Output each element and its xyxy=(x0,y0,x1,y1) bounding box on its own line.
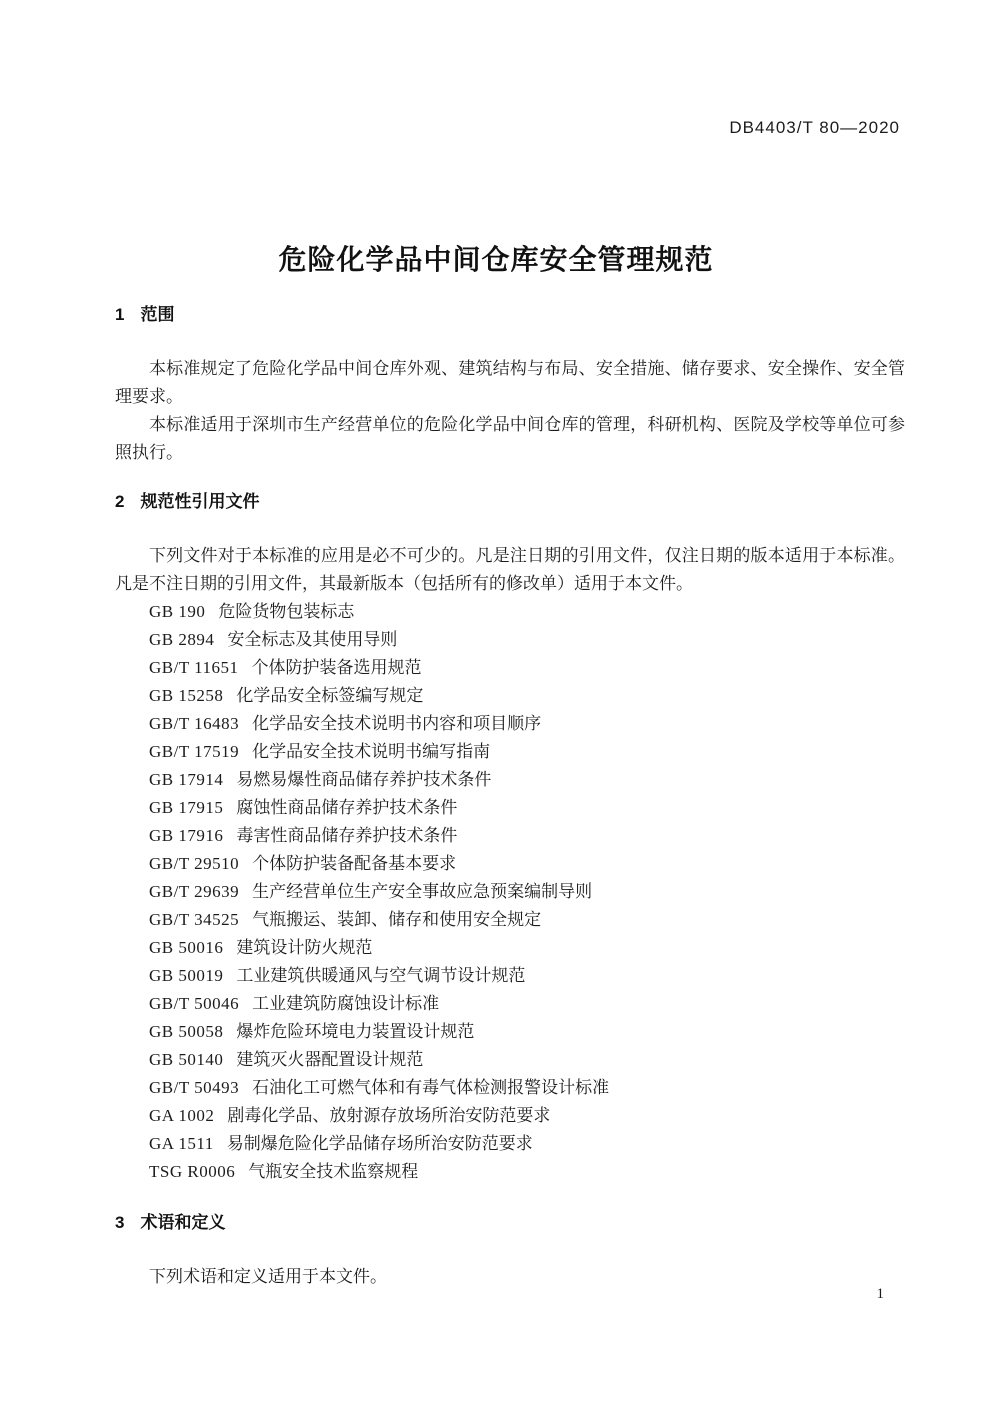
reference-code: GB 50058 xyxy=(149,1022,224,1041)
reference-code: GA 1511 xyxy=(149,1134,214,1153)
reference-item xyxy=(115,850,905,878)
reference-code: GB/T 16483 xyxy=(149,714,240,733)
reference-code: GB 50019 xyxy=(149,966,224,985)
reference-title: 危险货物包装标志 xyxy=(218,602,355,621)
reference-code: GB/T 11651 xyxy=(149,658,239,677)
reference-title: 气瓶搬运、装卸、储存和使用安全规定 xyxy=(252,910,542,929)
reference-item xyxy=(115,1046,905,1074)
reference-title: 化学品安全技术说明书编写指南 xyxy=(252,742,491,761)
reference-code: GB 50016 xyxy=(149,938,224,957)
reference-code: GB 17915 xyxy=(149,798,224,817)
reference-item xyxy=(115,710,905,738)
reference-code: GA 1002 xyxy=(149,1106,215,1125)
section-terms-definitions xyxy=(115,1213,905,1291)
reference-code: GB 17916 xyxy=(149,826,224,845)
reference-title: 建筑灭火器配置设计规范 xyxy=(236,1050,424,1069)
document-body xyxy=(115,305,905,1291)
reference-title: 易制爆危险化学品储存场所治安防范要求 xyxy=(226,1134,533,1153)
section-number: 2 xyxy=(115,492,125,511)
reference-title: 毒害性商品储存养护技术条件 xyxy=(236,826,458,845)
reference-title: 工业建筑防腐蚀设计标准 xyxy=(252,994,440,1013)
reference-title: 工业建筑供暖通风与空气调节设计规范 xyxy=(236,966,526,985)
reference-item xyxy=(115,794,905,822)
reference-item xyxy=(115,766,905,794)
reference-item xyxy=(115,990,905,1018)
paragraph: 本标准适用于深圳市生产经营单位的危险化学品中间仓库的管理，科研机构、医院及学校等单位可参照执行。 xyxy=(115,415,905,462)
reference-item xyxy=(115,1074,905,1102)
reference-item xyxy=(115,822,905,850)
reference-title: 爆炸危险环境电力装置设计规范 xyxy=(236,1022,475,1041)
standard-code: DB4403/T 80—2020 xyxy=(729,118,900,137)
reference-title: 化学品安全技术说明书内容和项目顺序 xyxy=(252,714,542,733)
section-number: 1 xyxy=(115,305,125,324)
reference-title: 易燃易爆性商品储存养护技术条件 xyxy=(236,770,492,789)
paragraph: 下列术语和定义适用于本文件。 xyxy=(149,1267,387,1286)
document-title: 危险化学品中间仓库安全管理规范 xyxy=(278,243,714,275)
reference-code: GB 2894 xyxy=(149,630,215,649)
reference-code: GB/T 50046 xyxy=(149,994,240,1013)
reference-item xyxy=(115,598,905,626)
reference-code: GB/T 29639 xyxy=(149,882,240,901)
section-3-heading xyxy=(115,1213,905,1233)
reference-title: 化学品安全标签编写规定 xyxy=(236,686,424,705)
reference-code: GB 190 xyxy=(149,602,206,621)
paragraph: 本标准规定了危险化学品中间仓库外观、建筑结构与布局、安全措施、储存要求、安全操作、安全管理要求。 xyxy=(115,359,905,406)
reference-item xyxy=(115,1130,905,1158)
reference-title: 剧毒化学品、放射源存放场所治安防范要求 xyxy=(227,1106,551,1125)
page-number: 1 xyxy=(876,1286,884,1302)
section-title: 规范性引用文件 xyxy=(140,492,260,511)
reference-code: GB 50140 xyxy=(149,1050,224,1069)
reference-item xyxy=(115,626,905,654)
section-1-heading xyxy=(115,305,905,325)
reference-item xyxy=(115,1102,905,1130)
reference-title: 安全标志及其使用导则 xyxy=(227,630,398,649)
reference-item xyxy=(115,906,905,934)
section-scope xyxy=(115,305,905,467)
reference-list xyxy=(115,598,905,1186)
reference-item xyxy=(115,962,905,990)
reference-code: GB/T 29510 xyxy=(149,854,240,873)
reference-code: TSG R0006 xyxy=(149,1162,236,1181)
reference-item xyxy=(115,1158,905,1186)
reference-title: 生产经营单位生产安全事故应急预案编制导则 xyxy=(252,882,593,901)
section-title: 范围 xyxy=(140,305,175,324)
reference-item xyxy=(115,654,905,682)
section-normative-references xyxy=(115,492,905,1186)
reference-code: GB/T 17519 xyxy=(149,742,240,761)
reference-title: 个体防护装备选用规范 xyxy=(251,658,422,677)
section-title: 术语和定义 xyxy=(140,1213,226,1232)
reference-title: 石油化工可燃气体和有毒气体检测报警设计标准 xyxy=(252,1078,610,1097)
reference-code: GB/T 34525 xyxy=(149,910,240,929)
reference-item xyxy=(115,1018,905,1046)
section-number: 3 xyxy=(115,1213,125,1232)
reference-title: 建筑设计防火规范 xyxy=(236,938,373,957)
reference-item xyxy=(115,878,905,906)
reference-code: GB/T 50493 xyxy=(149,1078,240,1097)
reference-title: 气瓶安全技术监察规程 xyxy=(248,1162,419,1181)
section-2-heading xyxy=(115,492,905,512)
reference-item xyxy=(115,682,905,710)
reference-code: GB 17914 xyxy=(149,770,224,789)
paragraph: 下列文件对于本标准的应用是必不可少的。凡是注日期的引用文件，仅注日期的版本适用于本标准。凡是不注日期的引用文件，其最新版本（包括所有的修改单）适用于本文件。 xyxy=(115,546,905,593)
reference-item xyxy=(115,934,905,962)
reference-title: 个体防护装备配备基本要求 xyxy=(252,854,457,873)
reference-item xyxy=(115,738,905,766)
reference-title: 腐蚀性商品储存养护技术条件 xyxy=(236,798,458,817)
reference-code: GB 15258 xyxy=(149,686,224,705)
